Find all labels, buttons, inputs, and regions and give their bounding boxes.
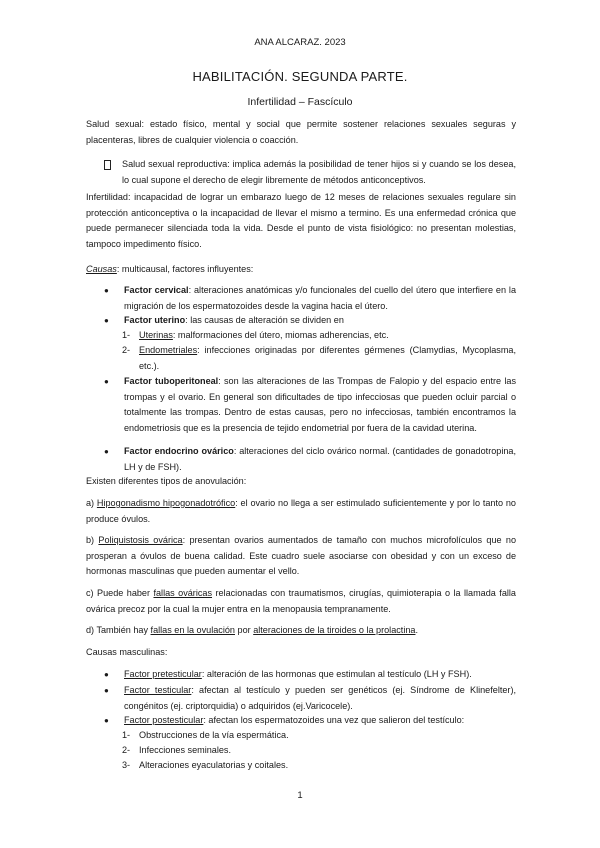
- bullet-icon: ●: [104, 316, 109, 325]
- sub-text: Alteraciones eyaculatorias y coitales.: [139, 760, 289, 770]
- bullet-icon: ●: [104, 716, 109, 725]
- anov-mid: por: [234, 625, 254, 635]
- anovulacion-d: [86, 623, 516, 639]
- list-item-factor-postesticular: [104, 713, 516, 729]
- causas-label: Causas: [86, 264, 117, 274]
- item-number: 2-: [122, 345, 131, 355]
- anov-prefix: b): [86, 535, 99, 545]
- bullet-icon: ●: [104, 377, 109, 386]
- sub-text: : infecciones originadas por diferentes gérmenes (Clamydias, Mycoplasma, etc.).: [139, 345, 516, 371]
- bullet-icon: ●: [104, 286, 109, 295]
- causas-rest: : multicausal, factores influyentes:: [116, 264, 254, 274]
- bullet-icon: ●: [104, 686, 109, 695]
- anov-prefix: c) Puede haber: [86, 588, 154, 598]
- causas-heading: [86, 262, 516, 278]
- factor-text: : alteraciones del ciclo ovárico normal. (cantidades de gonadotropina, LH y de FSH).: [124, 446, 516, 472]
- list-item-factor-tuboperitoneal: [104, 374, 516, 436]
- factor-text: : afectan al testículo y pueden ser genéticos (ej. Síndrome de Klinefelter), congénitos (ej. criptorquidia) o adquiridos (ej.Varicocele).: [124, 685, 517, 711]
- bullet-icon: ●: [104, 447, 109, 456]
- causas-masculinas-heading: Causas masculinas:: [86, 647, 168, 657]
- factor-term: Factor cervical: [124, 285, 189, 295]
- page-header: ANA ALCARAZ. 2023: [254, 37, 346, 48]
- factor-term: Factor testicular: [124, 685, 192, 695]
- list-item-factor-cervical: [104, 283, 516, 314]
- factor-term: Factor pretesticular: [124, 669, 202, 679]
- item-number: 2-: [122, 745, 131, 755]
- anovulacion-a: [86, 496, 516, 527]
- checkbox-bullet-icon: [104, 160, 111, 170]
- anov-term-2: alteraciones de la tiroides o la prolactina: [253, 625, 416, 635]
- sub-text: Obstrucciones de la vía espermática.: [139, 730, 289, 740]
- anov-term: Poliquistosis ovárica: [98, 535, 183, 545]
- list-item-endometriales: [122, 343, 516, 374]
- list-item-alteraciones: [122, 758, 516, 774]
- factor-term: Factor endocrino ovárico: [124, 446, 234, 456]
- factor-text: : son las alteraciones de las Trompas de Falopio y del espacio entre las trompas y el ovario. En general son dificultades de tipo infecciosas que pueden ocluir parcial o totalmente las trompas. Dentro de estas causas, pero no infecciosas, también encontramos la endometriosis que es la presencia de tejido endometrial por fuera de la cavidad uterina.: [124, 376, 516, 433]
- page-title: HABILITACIÓN. SEGUNDA PARTE.: [192, 69, 408, 84]
- anovulacion-intro: Existen diferentes tipos de anovulación:: [86, 476, 247, 486]
- sub-text: : malformaciones del útero, miomas adherencias, etc.: [172, 330, 389, 340]
- list-item-factor-endocrino: [104, 444, 516, 475]
- factor-term: Factor postesticular: [124, 715, 204, 725]
- salud-reproductiva-text: Salud sexual reproductiva: implica además la posibilidad de tener hijos si y cuando se los desea, lo cual supone el derecho de elegir libremente de métodos anticonceptivos.: [122, 159, 516, 185]
- factor-term: Factor tuboperitoneal: [124, 376, 219, 386]
- factor-text: : alteraciones anatómicas y/o funcionales del cuello del útero que interfiere en la migración de los espermatozoides desde la vagina hacia el útero.: [124, 285, 517, 311]
- item-number: 3-: [122, 760, 131, 770]
- anov-term-1: fallas en la ovulación: [150, 625, 235, 635]
- list-item-obstrucciones: [122, 728, 516, 744]
- sub-term: Endometriales: [139, 345, 198, 355]
- anovulacion-c: [86, 586, 516, 617]
- factor-text: : afectan los espermatozoides una vez que salieron del testículo:: [203, 715, 465, 725]
- page-number: 1: [297, 790, 303, 801]
- factor-term: Factor uterino: [124, 315, 186, 325]
- anovulacion-b: [86, 533, 516, 580]
- anov-prefix: a): [86, 498, 97, 508]
- anov-text: : presentan ovarios aumentados de tamaño con muchos microfolículos que no prosperan a óvulos de buena calidad. Este cuadro suele asociarse con obesidad y con un exceso de hormonas masculinas que pueden aumentar el vello.: [86, 535, 516, 576]
- list-item-infecciones: [122, 743, 516, 759]
- anov-term: Hipogonadismo hipogonadotrófico: [96, 498, 236, 508]
- item-number: 1-: [122, 730, 131, 740]
- anov-end: .: [415, 625, 418, 635]
- paragraph-infertilidad: Infertilidad: incapacidad de lograr un embarazo luego de 12 meses de relaciones sexuales regulare sin protección anticonceptiva o la incapacidad de llevar el mismo a termino. Es una enfermedad crónica que puede permanecer silenciada toda la vida. Desde el punto de vista fisiológico: no presentan molestias, tampoco impedimento físico.: [86, 192, 516, 249]
- anov-prefix: d) También hay: [86, 625, 151, 635]
- list-item-factor-uterino: [104, 313, 516, 329]
- list-item-factor-pretesticular: [104, 667, 516, 683]
- factor-text: : las causas de alteración se dividen en: [185, 315, 344, 325]
- paragraph-salud-sexual: Salud sexual: estado físico, mental y social que permite sostener relaciones sexuales seguras y placenteras, libres de cualquier violencia o coacción.: [86, 119, 516, 145]
- bullet-icon: ●: [104, 670, 109, 679]
- item-number: 1-: [122, 330, 131, 340]
- page-subtitle: Infertilidad – Fascículo: [247, 96, 353, 108]
- sub-term: Uterinas: [139, 330, 173, 340]
- list-item-uterinas: [122, 328, 516, 344]
- anov-text: relacionadas con traumatismos, cirugías, quimioterapia o la llamada falla ovárica precoz por la cual la mujer entra en la menopausia tempranamente.: [86, 588, 516, 614]
- paragraph-salud-reproductiva: [104, 157, 516, 188]
- list-item-factor-testicular: [104, 683, 516, 714]
- sub-text: Infecciones seminales.: [139, 745, 231, 755]
- anov-term: fallas ováricas: [153, 588, 213, 598]
- factor-text: : alteración de las hormonas que estimulan al testículo (LH y FSH).: [201, 669, 472, 679]
- anov-text: : el ovario no llega a ser estimulado suficientemente y por lo tanto no produce óvulos.: [86, 498, 516, 524]
